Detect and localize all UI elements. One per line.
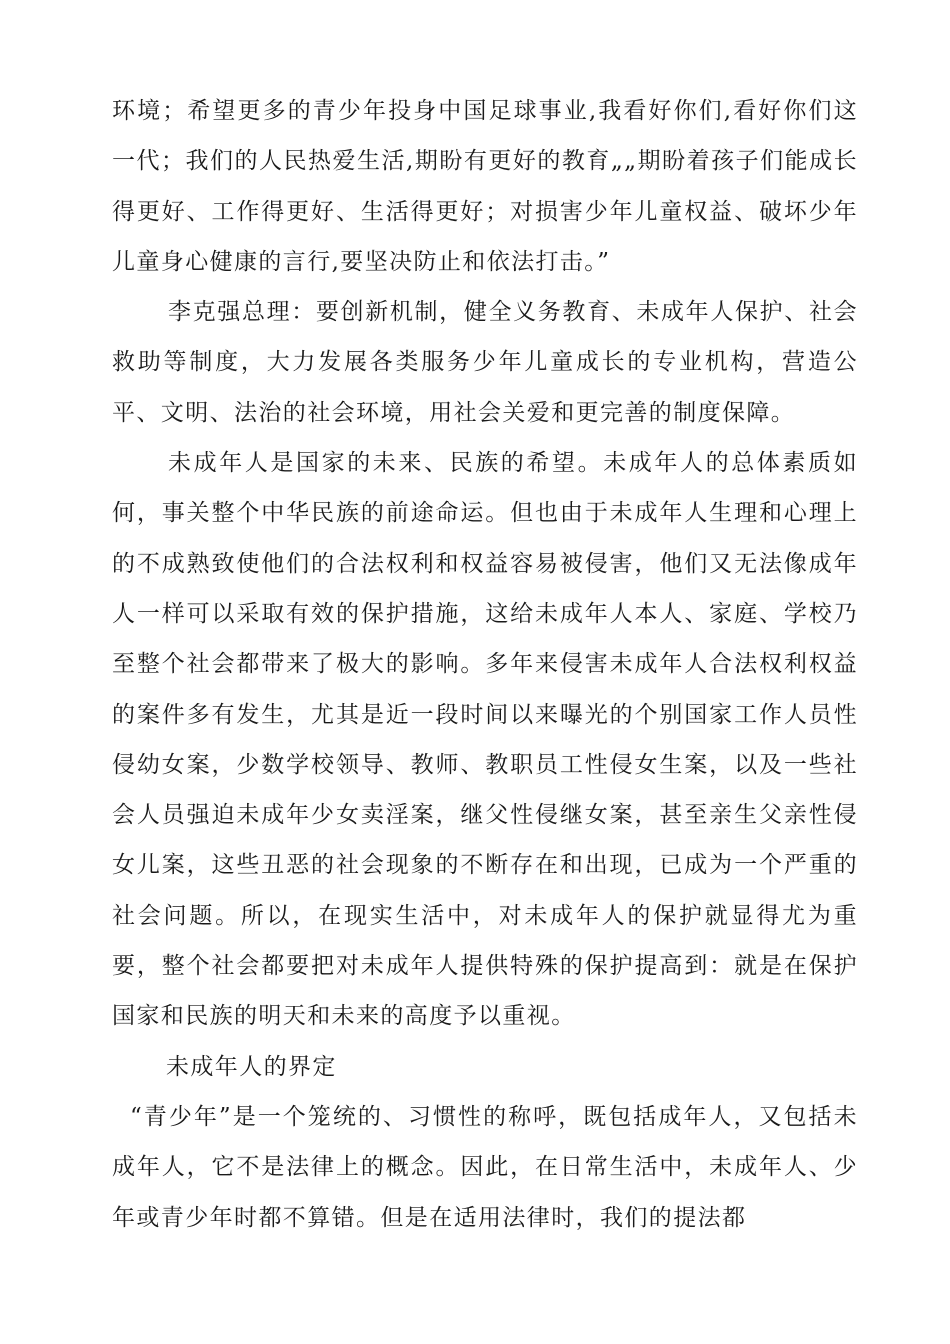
paragraph-continuation: 环境；希望更多的青少年投身中国足球事业,我看好你们,看好你们这一代；我们的人民热爱生活,期盼有更好的教育„„期盼着孩子们能成长得更好、工作得更好、生活得更好；对损害少年儿童权益、破坏少年儿童身心健康的言行,要坚决防止和依法打击。” [112, 98, 858, 275]
section-heading-minor-definition: 未成年人的界定 [166, 1053, 337, 1080]
paragraph-minors-protection: 未成年人是国家的未来、民族的希望。未成年人的总体素质如何，事关整个中华民族的前途命运。但也由于未成年人生理和心理上的不成熟致使他们的合法权利和权益容易被侵害，他们又无法像成年人一样可以采取有效的保护措施，这给未成年人本人、家庭、学校乃至整个社会都带来了极大的影响。多年来侵害未成年人合法权利权益的案件多有发生，尤其是近一段时间以来曝光的个别国家工作人员性侵幼女案，少数学校领导、教师、教职员工性侵女生案，以及一些社会人员强迫未成年少女卖淫案，继父性侵继女案，甚至亲生父亲性侵女儿案，这些丑恶的社会现象的不断存在和出现，已成为一个严重的社会问题。所以，在现实生活中，对未成年人的保护就显得尤为重要，整个社会都要把对未成年人提供特殊的保护提高到：就是在保护国家和民族的明天和未来的高度予以重视。 [112, 450, 858, 1030]
paragraph-premier-quote: 李克强总理：要创新机制，健全义务教育、未成年人保护、社会救助等制度，大力发展各类服务少年儿童成长的专业机构，营造公平、文明、法治的社会环境，用社会关爱和更完善的制度保障。 [112, 299, 858, 426]
document-body [112, 86, 858, 1243]
paragraph-youth-term: “青少年”是一个笼统的、习惯性的称呼，既包括成年人，又包括未成年人，它不是法律上的概念。因此，在日常生活中，未成年人、少年或青少年时都不算错。但是在适用法律时，我们的提法都 [112, 1103, 858, 1231]
